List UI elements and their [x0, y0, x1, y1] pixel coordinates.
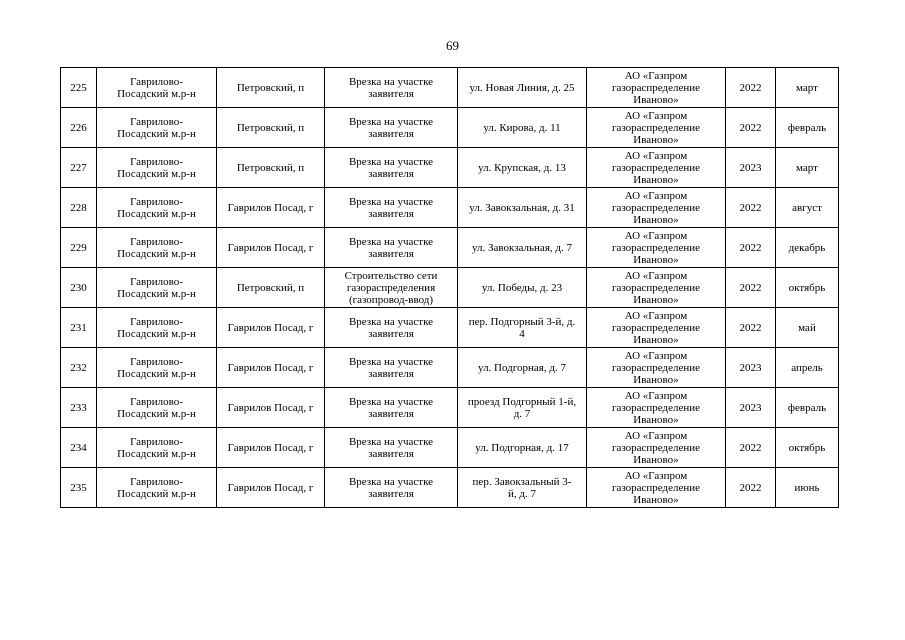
- address-cell: [458, 468, 587, 508]
- organization-cell-line: АО «Газпром: [624, 429, 688, 442]
- row-number-cell: 227: [61, 148, 97, 188]
- organization-cell: [587, 468, 726, 508]
- table-row: [61, 388, 839, 428]
- organization-cell-line: газораспределение: [611, 361, 701, 374]
- work-type-cell-line: Врезка на участке: [348, 435, 434, 448]
- organization-cell-line: АО «Газпром: [624, 149, 688, 162]
- organization-cell-line: Иваново»: [633, 253, 679, 266]
- organization-cell-line: Иваново»: [633, 413, 679, 426]
- month-cell: октябрь: [776, 268, 839, 308]
- row-number-cell: 228: [61, 188, 97, 228]
- district-cell: [97, 428, 217, 468]
- organization-cell-line: газораспределение: [611, 201, 701, 214]
- address-cell-line: пер. Завокзальный 3-: [472, 475, 572, 488]
- row-number-cell: 226: [61, 108, 97, 148]
- district-cell-line: Посадский м.р-н: [117, 327, 196, 340]
- row-number-cell: 229: [61, 228, 97, 268]
- district-cell-line: Гаврилово-: [130, 315, 183, 328]
- work-type-cell: [325, 468, 458, 508]
- year-cell: 2022: [726, 188, 776, 228]
- district-cell-line: Посадский м.р-н: [117, 447, 196, 460]
- district-cell: [97, 228, 217, 268]
- month-cell: октябрь: [776, 428, 839, 468]
- address-cell-line: ул. Крупская, д. 13: [478, 161, 566, 174]
- work-type-cell: [325, 348, 458, 388]
- address-cell-line: ул. Победы, д. 23: [481, 281, 563, 294]
- settlement-cell: Гаврилов Посад, г: [217, 348, 325, 388]
- settlement-cell: Гаврилов Посад, г: [217, 468, 325, 508]
- address-cell: [458, 428, 587, 468]
- organization-cell-line: газораспределение: [611, 161, 701, 174]
- month-cell: август: [776, 188, 839, 228]
- district-cell-line: Гаврилово-: [130, 195, 183, 208]
- district-cell: [97, 68, 217, 108]
- month-cell: март: [776, 68, 839, 108]
- district-cell-line: Посадский м.р-н: [117, 207, 196, 220]
- work-type-cell-line: заявителя: [368, 247, 414, 260]
- district-cell-line: Гаврилово-: [130, 475, 183, 488]
- year-cell: 2022: [726, 108, 776, 148]
- work-type-cell-line: Врезка на участке: [348, 195, 434, 208]
- organization-cell-line: АО «Газпром: [624, 469, 688, 482]
- organization-cell-line: газораспределение: [611, 441, 701, 454]
- table-row: [61, 348, 839, 388]
- organization-cell-line: газораспределение: [611, 321, 701, 334]
- address-cell-line: ул. Подгорная, д. 17: [475, 441, 569, 454]
- district-cell-line: Посадский м.р-н: [117, 127, 196, 140]
- organization-cell-line: Иваново»: [633, 373, 679, 386]
- address-cell-line: ул. Завокзальная, д. 31: [469, 201, 575, 214]
- address-cell: [458, 188, 587, 228]
- organization-cell-line: АО «Газпром: [624, 269, 688, 282]
- settlement-cell: Петровский, п: [217, 268, 325, 308]
- organization-cell-line: газораспределение: [611, 241, 701, 254]
- work-type-cell-line: Врезка на участке: [348, 75, 434, 88]
- district-cell-line: Посадский м.р-н: [117, 367, 196, 380]
- row-number-cell: 231: [61, 308, 97, 348]
- organization-cell-line: Иваново»: [633, 93, 679, 106]
- district-cell-line: Гаврилово-: [130, 155, 183, 168]
- row-number-cell: 235: [61, 468, 97, 508]
- row-number-cell: 225: [61, 68, 97, 108]
- address-cell-line: проезд Подгорный 1-й,: [467, 395, 577, 408]
- settlement-cell: Петровский, п: [217, 108, 325, 148]
- address-cell-line: ул. Новая Линия, д. 25: [469, 81, 575, 94]
- year-cell: 2023: [726, 348, 776, 388]
- work-type-cell: [325, 228, 458, 268]
- organization-cell: [587, 108, 726, 148]
- organization-cell: [587, 228, 726, 268]
- work-type-cell: [325, 428, 458, 468]
- page-number: 69: [446, 38, 459, 53]
- month-cell: май: [776, 308, 839, 348]
- work-type-cell: [325, 308, 458, 348]
- district-cell-line: Гаврилово-: [130, 235, 183, 248]
- organization-cell-line: газораспределение: [611, 121, 701, 134]
- district-cell: [97, 468, 217, 508]
- organization-cell-line: Иваново»: [633, 213, 679, 226]
- organization-cell-line: Иваново»: [633, 493, 679, 506]
- address-cell: [458, 148, 587, 188]
- year-cell: 2022: [726, 468, 776, 508]
- address-cell-line: й, д. 7: [508, 487, 536, 500]
- organization-cell-line: Иваново»: [633, 173, 679, 186]
- organization-cell-line: газораспределение: [611, 281, 701, 294]
- district-cell: [97, 188, 217, 228]
- year-cell: 2022: [726, 428, 776, 468]
- district-cell: [97, 388, 217, 428]
- year-cell: 2022: [726, 308, 776, 348]
- year-cell: 2022: [726, 68, 776, 108]
- work-type-cell: [325, 188, 458, 228]
- month-cell: март: [776, 148, 839, 188]
- work-type-cell-line: заявителя: [368, 407, 414, 420]
- table-row: [61, 148, 839, 188]
- organization-cell-line: АО «Газпром: [624, 349, 688, 362]
- table-row: [61, 428, 839, 468]
- organization-cell-line: газораспределение: [611, 81, 701, 94]
- month-cell: декабрь: [776, 228, 839, 268]
- organization-cell: [587, 308, 726, 348]
- district-cell: [97, 108, 217, 148]
- table-row: [61, 228, 839, 268]
- address-cell-line: д. 7: [513, 407, 531, 420]
- month-cell: июнь: [776, 468, 839, 508]
- settlement-cell: Гаврилов Посад, г: [217, 428, 325, 468]
- organization-cell: [587, 268, 726, 308]
- work-type-cell-line: заявителя: [368, 167, 414, 180]
- month-cell: февраль: [776, 108, 839, 148]
- work-type-cell-line: заявителя: [368, 127, 414, 140]
- address-cell: [458, 108, 587, 148]
- district-cell: [97, 148, 217, 188]
- year-cell: 2023: [726, 388, 776, 428]
- organization-cell: [587, 348, 726, 388]
- address-cell-line: ул. Кирова, д. 11: [483, 121, 561, 134]
- district-cell-line: Гаврилово-: [130, 75, 183, 88]
- organization-cell: [587, 428, 726, 468]
- address-cell: [458, 388, 587, 428]
- work-type-cell-line: заявителя: [368, 447, 414, 460]
- work-type-cell: [325, 108, 458, 148]
- month-cell: февраль: [776, 388, 839, 428]
- district-cell: [97, 268, 217, 308]
- settlement-cell: Гаврилов Посад, г: [217, 228, 325, 268]
- table-row: [61, 308, 839, 348]
- district-cell-line: Гаврилово-: [130, 355, 183, 368]
- address-cell-line: пер. Подгорный 3-й, д.: [468, 315, 576, 328]
- work-type-cell-line: заявителя: [368, 207, 414, 220]
- work-type-cell-line: Строительство сети: [344, 269, 438, 282]
- work-type-cell-line: газораспределения: [346, 281, 436, 294]
- address-cell-line: ул. Подгорная, д. 7: [478, 361, 566, 374]
- work-type-cell-line: заявителя: [368, 327, 414, 340]
- district-cell: [97, 348, 217, 388]
- work-type-cell: [325, 268, 458, 308]
- district-cell-line: Посадский м.р-н: [117, 167, 196, 180]
- address-cell: [458, 228, 587, 268]
- address-cell: [458, 308, 587, 348]
- work-type-cell: [325, 148, 458, 188]
- district-cell: [97, 308, 217, 348]
- work-type-cell-line: Врезка на участке: [348, 155, 434, 168]
- work-type-cell-line: заявителя: [368, 367, 414, 380]
- organization-cell-line: газораспределение: [611, 481, 701, 494]
- organization-cell: [587, 388, 726, 428]
- district-cell-line: Посадский м.р-н: [117, 287, 196, 300]
- settlement-cell: Гаврилов Посад, г: [217, 188, 325, 228]
- settlement-cell: Петровский, п: [217, 68, 325, 108]
- settlement-cell: Петровский, п: [217, 148, 325, 188]
- organization-cell-line: АО «Газпром: [624, 189, 688, 202]
- row-number-cell: 230: [61, 268, 97, 308]
- work-type-cell-line: Врезка на участке: [348, 475, 434, 488]
- table-row: [61, 268, 839, 308]
- district-cell-line: Гаврилово-: [130, 275, 183, 288]
- work-type-cell-line: Врезка на участке: [348, 355, 434, 368]
- settlement-cell: Гаврилов Посад, г: [217, 308, 325, 348]
- district-cell-line: Гаврилово-: [130, 395, 183, 408]
- work-type-cell-line: заявителя: [368, 87, 414, 100]
- work-type-cell-line: заявителя: [368, 487, 414, 500]
- year-cell: 2023: [726, 148, 776, 188]
- gas-connection-table: [60, 67, 839, 508]
- address-cell: [458, 68, 587, 108]
- year-cell: 2022: [726, 228, 776, 268]
- row-number-cell: 233: [61, 388, 97, 428]
- organization-cell-line: Иваново»: [633, 453, 679, 466]
- organization-cell: [587, 188, 726, 228]
- table-row: [61, 468, 839, 508]
- organization-cell-line: газораспределение: [611, 401, 701, 414]
- organization-cell-line: АО «Газпром: [624, 69, 688, 82]
- organization-cell: [587, 68, 726, 108]
- organization-cell-line: АО «Газпром: [624, 309, 688, 322]
- organization-cell-line: Иваново»: [633, 133, 679, 146]
- district-cell-line: Посадский м.р-н: [117, 407, 196, 420]
- address-cell-line: ул. Завокзальная, д. 7: [472, 241, 572, 254]
- work-type-cell-line: Врезка на участке: [348, 115, 434, 128]
- work-type-cell-line: Врезка на участке: [348, 395, 434, 408]
- district-cell-line: Посадский м.р-н: [117, 247, 196, 260]
- table-row: [61, 68, 839, 108]
- district-cell-line: Гаврилово-: [130, 435, 183, 448]
- work-type-cell: [325, 388, 458, 428]
- table-row: [61, 108, 839, 148]
- table-body: [61, 68, 839, 508]
- table-row: [61, 188, 839, 228]
- work-type-cell-line: Врезка на участке: [348, 235, 434, 248]
- organization-cell-line: АО «Газпром: [624, 109, 688, 122]
- address-cell-line: 4: [519, 327, 525, 340]
- year-cell: 2022: [726, 268, 776, 308]
- address-cell: [458, 268, 587, 308]
- row-number-cell: 234: [61, 428, 97, 468]
- address-cell: [458, 348, 587, 388]
- work-type-cell: [325, 68, 458, 108]
- row-number-cell: 232: [61, 348, 97, 388]
- month-cell: апрель: [776, 348, 839, 388]
- organization-cell-line: АО «Газпром: [624, 389, 688, 402]
- work-type-cell-line: (газопровод-ввод): [348, 293, 434, 306]
- organization-cell: [587, 148, 726, 188]
- district-cell-line: Посадский м.р-н: [117, 87, 196, 100]
- district-cell-line: Гаврилово-: [130, 115, 183, 128]
- organization-cell-line: Иваново»: [633, 333, 679, 346]
- work-type-cell-line: Врезка на участке: [348, 315, 434, 328]
- organization-cell-line: АО «Газпром: [624, 229, 688, 242]
- district-cell-line: Посадский м.р-н: [117, 487, 196, 500]
- organization-cell-line: Иваново»: [633, 293, 679, 306]
- settlement-cell: Гаврилов Посад, г: [217, 388, 325, 428]
